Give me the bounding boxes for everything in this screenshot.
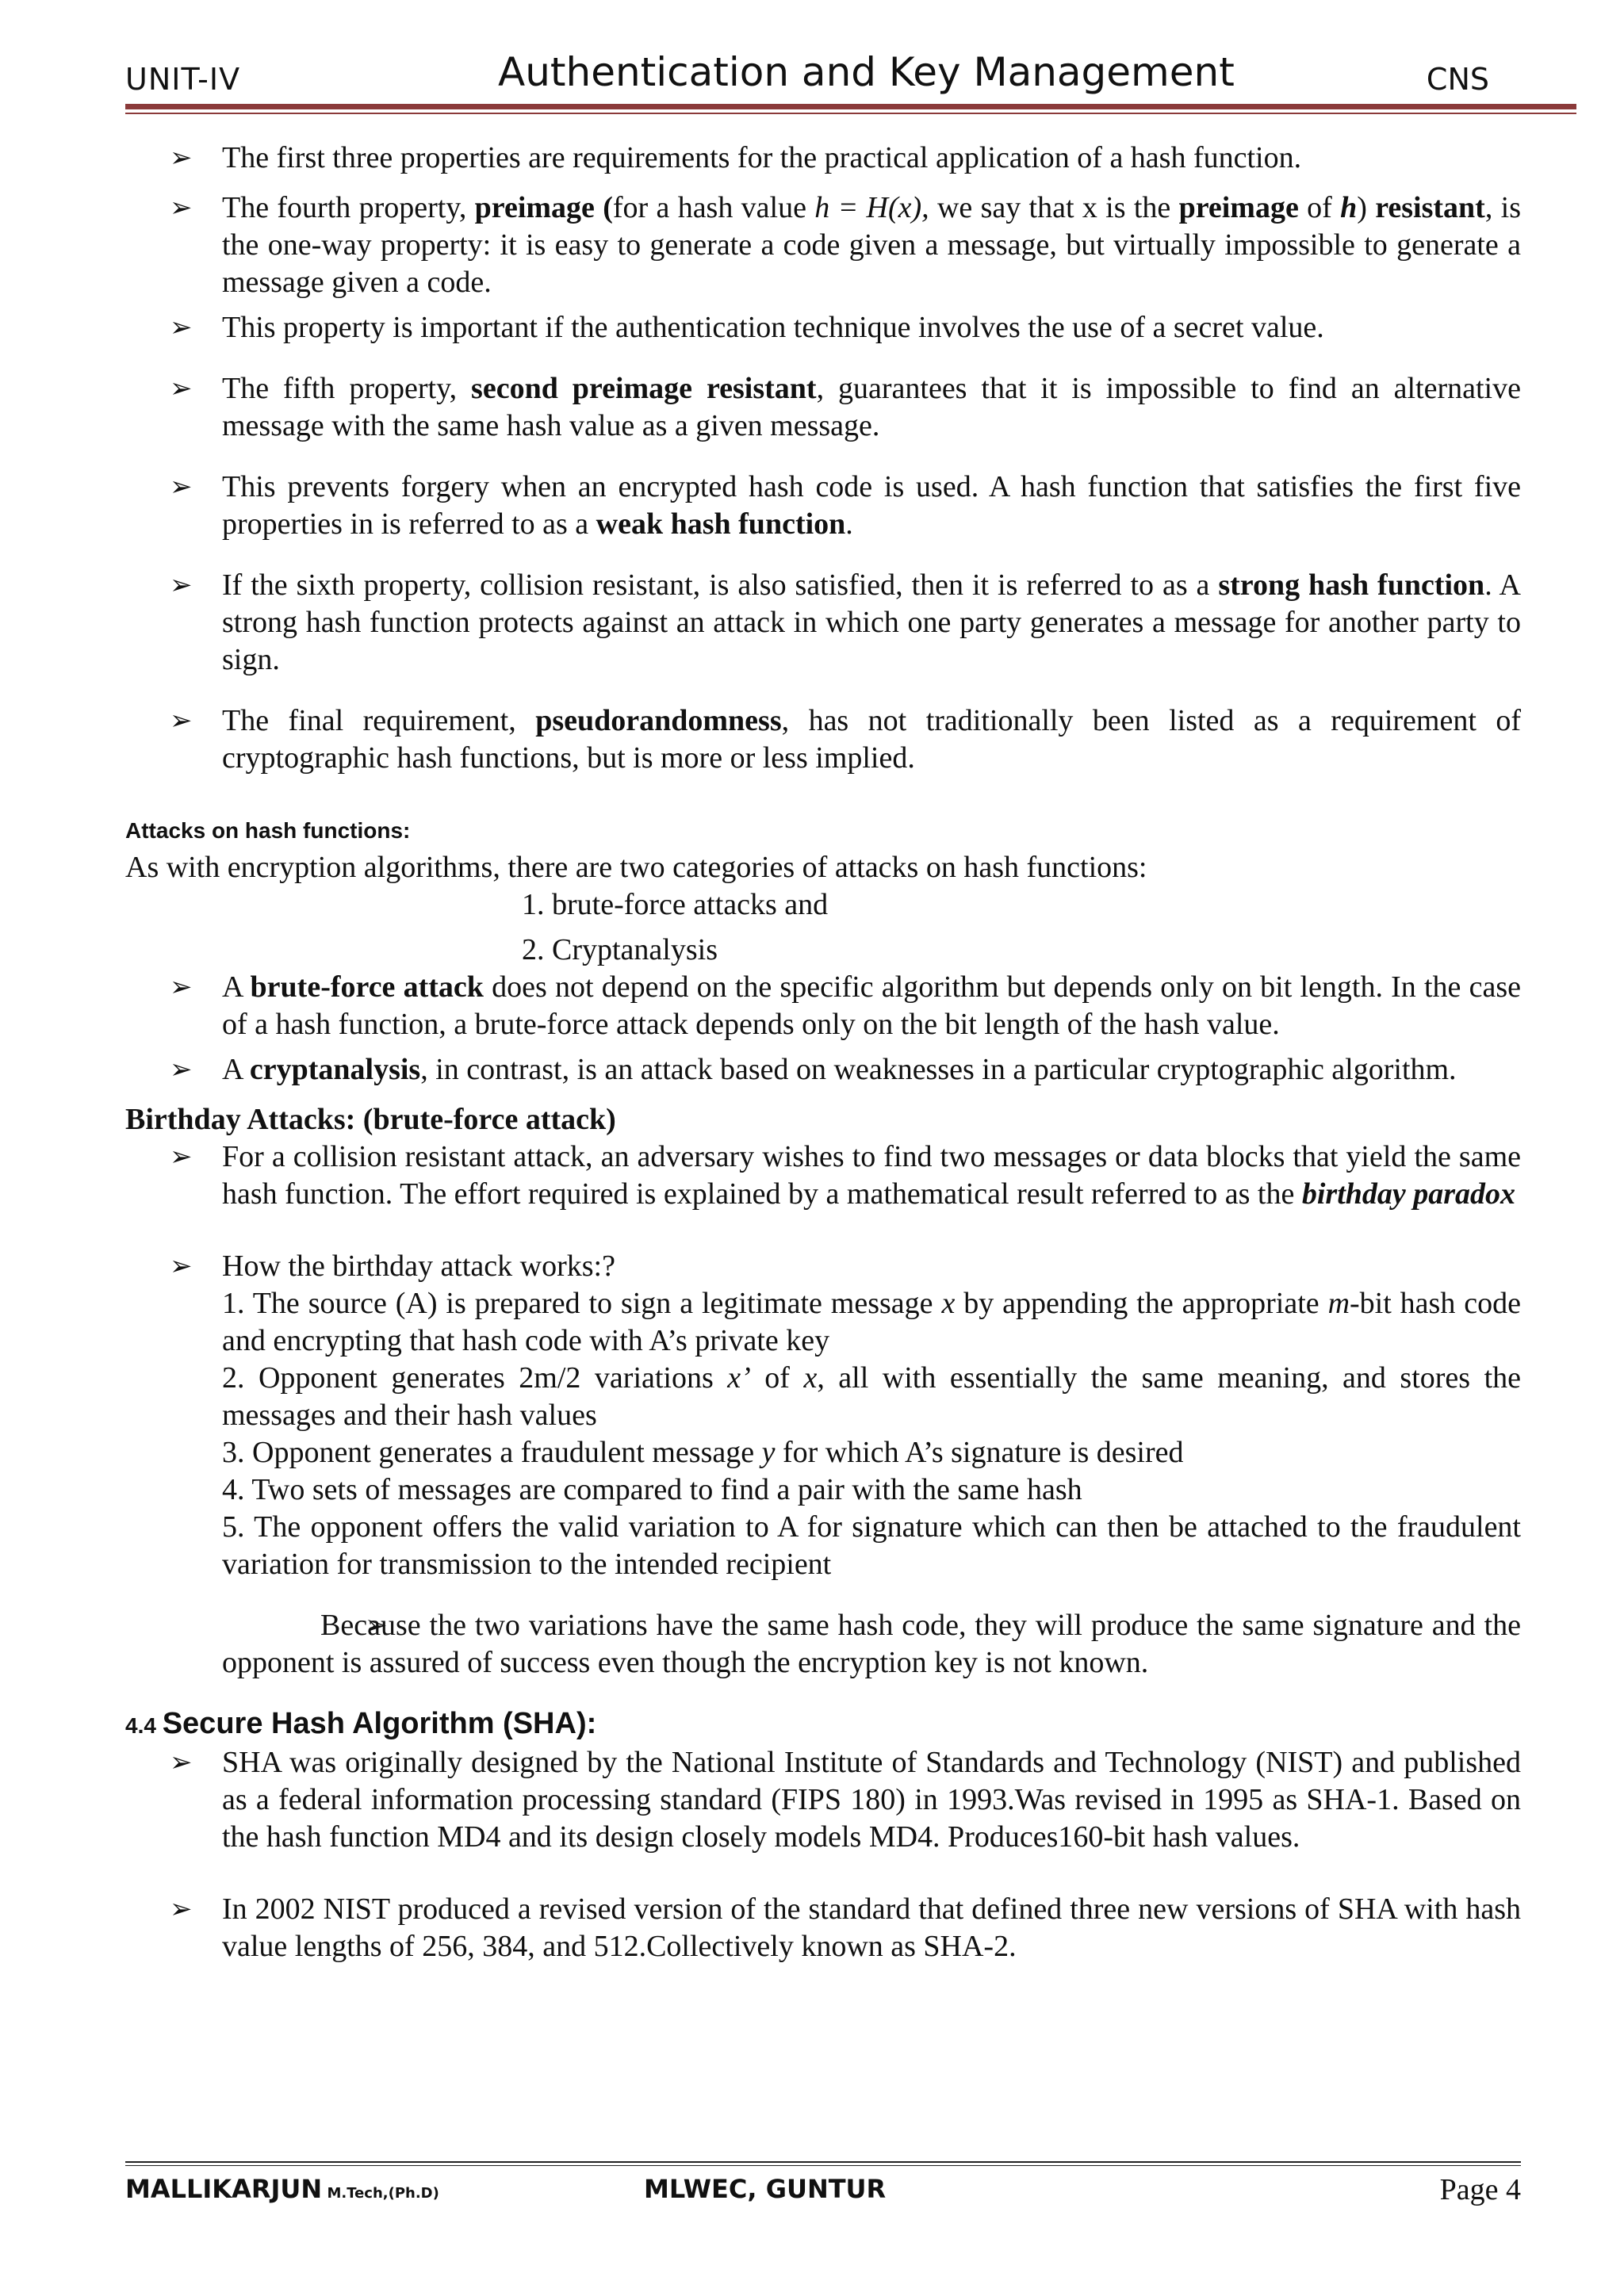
footer-college: MLWEC, GUNTUR: [644, 2174, 887, 2204]
bullet-item: ➢ This prevents forgery when an encrypted hash code is used. A hash function that satisfies the first five properties in is referred to as a weak hash function.: [125, 469, 1521, 543]
bullet-item: ➢ If the sixth property, collision resistant, is also satisfied, then it is referred to as a strong hash function. A strong hash function protects against an attack in which one party generates a message for another party to sign.: [125, 567, 1521, 679]
list-item: 1. brute-force attacks and: [522, 888, 829, 921]
page-content: [125, 140, 1521, 1965]
page-number: Page 4: [1439, 2173, 1521, 2206]
bullet-item: ➢ SHA was originally designed by the National Institute of Standards and Technology (NIST) and published as a federal information processing standard (FIPS 180) in 1993.Was revised in 1995 as SHA-1. Based on the hash function MD4 and its design closely models MD4. Produces160-bit hash values.: [125, 1744, 1521, 1856]
page-header: [125, 49, 1489, 105]
footer-author: MALLIKARJUN M.Tech,(Ph.D): [125, 2174, 439, 2204]
bullet-item: ➢ In 2002 NIST produced a revised version of the standard that defined three new versions of SHA with hash value lengths of 256, 384, and 512.Collectively known as SHA-2.: [125, 1891, 1521, 1965]
header-rule-thin: [125, 113, 1576, 114]
step-item: 5. The opponent offers the valid variation to A for signature which can then be attached to the fraudulent variation for transmission to the intended recipient: [222, 1510, 1521, 1581]
bullet-item: ➢ A cryptanalysis, in contrast, is an attack based on weaknesses in a particular cryptographic algorithm.: [125, 1051, 1521, 1089]
step-item: 1. The source (A) is prepared to sign a legitimate message x by appending the appropriate m-bit hash code and encrypting that hash code with A’s private key: [222, 1287, 1521, 1357]
list-item: 2. Cryptanalysis: [522, 933, 718, 966]
bullet-item: ➢ For a collision resistant attack, an adversary wishes to find two messages or data blocks that yield the same hash function. The effort required is explained by a mathematical result referred to as the birthday paradox: [125, 1138, 1521, 1213]
footer-rule: [125, 2161, 1521, 2163]
section-heading-sha: 4.4 Secure Hash Algorithm (SHA):: [125, 1707, 597, 1740]
step-item: 4. Two sets of messages are compared to find a pair with the same hash: [222, 1473, 1082, 1506]
bullet-item: ➢ The fifth property, second preimage resistant, guarantees that it is impossible to find an alternative message with the same hash value as a given message.: [125, 370, 1521, 445]
page-title: Authentication and Key Management: [498, 49, 1235, 95]
bullet-item: ➢ The fourth property, preimage (for a hash value h = H(x), we say that x is the preimage of h) resistant, is the one-way property: it is easy to generate a code given a message, but virtually impossible to generate a message given a code.: [125, 189, 1521, 301]
bullet-item: ➢ The first three properties are requirements for the practical application of a hash function.: [125, 140, 1521, 177]
subject-label: CNS: [1426, 62, 1489, 97]
section-heading-attacks: Attacks on hash functions:: [125, 818, 411, 843]
bullet-item: ➢ This property is important if the authentication technique involves the use of a secret value.: [125, 309, 1521, 346]
bullet-item: ➢ The final requirement, pseudorandomness, has not traditionally been listed as a requirement of cryptographic hash functions, but is more or less implied.: [125, 702, 1521, 777]
step-item: 3. Opponent generates a fraudulent message y for which A’s signature is desired: [222, 1436, 1184, 1469]
paragraph: As with encryption algorithms, there are two categories of attacks on hash functions:: [125, 851, 1147, 884]
header-rule: [125, 104, 1576, 109]
bullet-item: ➢ A brute-force attack does not depend on the specific algorithm but depends only on bit length. In the case of a hash function, a brute-force attack depends only on the bit length of the hash value.: [125, 969, 1521, 1043]
unit-label: UNIT-IV: [125, 62, 241, 97]
step-item: 2. Opponent generates 2m/2 variations x’ of x, all with essentially the same meaning, and stores the messages and their hash values: [222, 1361, 1521, 1432]
bullet-item: ➢ How the birthday attack works:?: [125, 1248, 1521, 1285]
bullet-item-nested: ➢ Because the two variations have the same hash code, they will produce the same signature and the opponent is assured of success even though the encryption key is not known.: [125, 1607, 1521, 1682]
section-heading-birthday: Birthday Attacks: (brute-force attack): [125, 1103, 616, 1136]
footer-rule-thin: [125, 2165, 1521, 2166]
